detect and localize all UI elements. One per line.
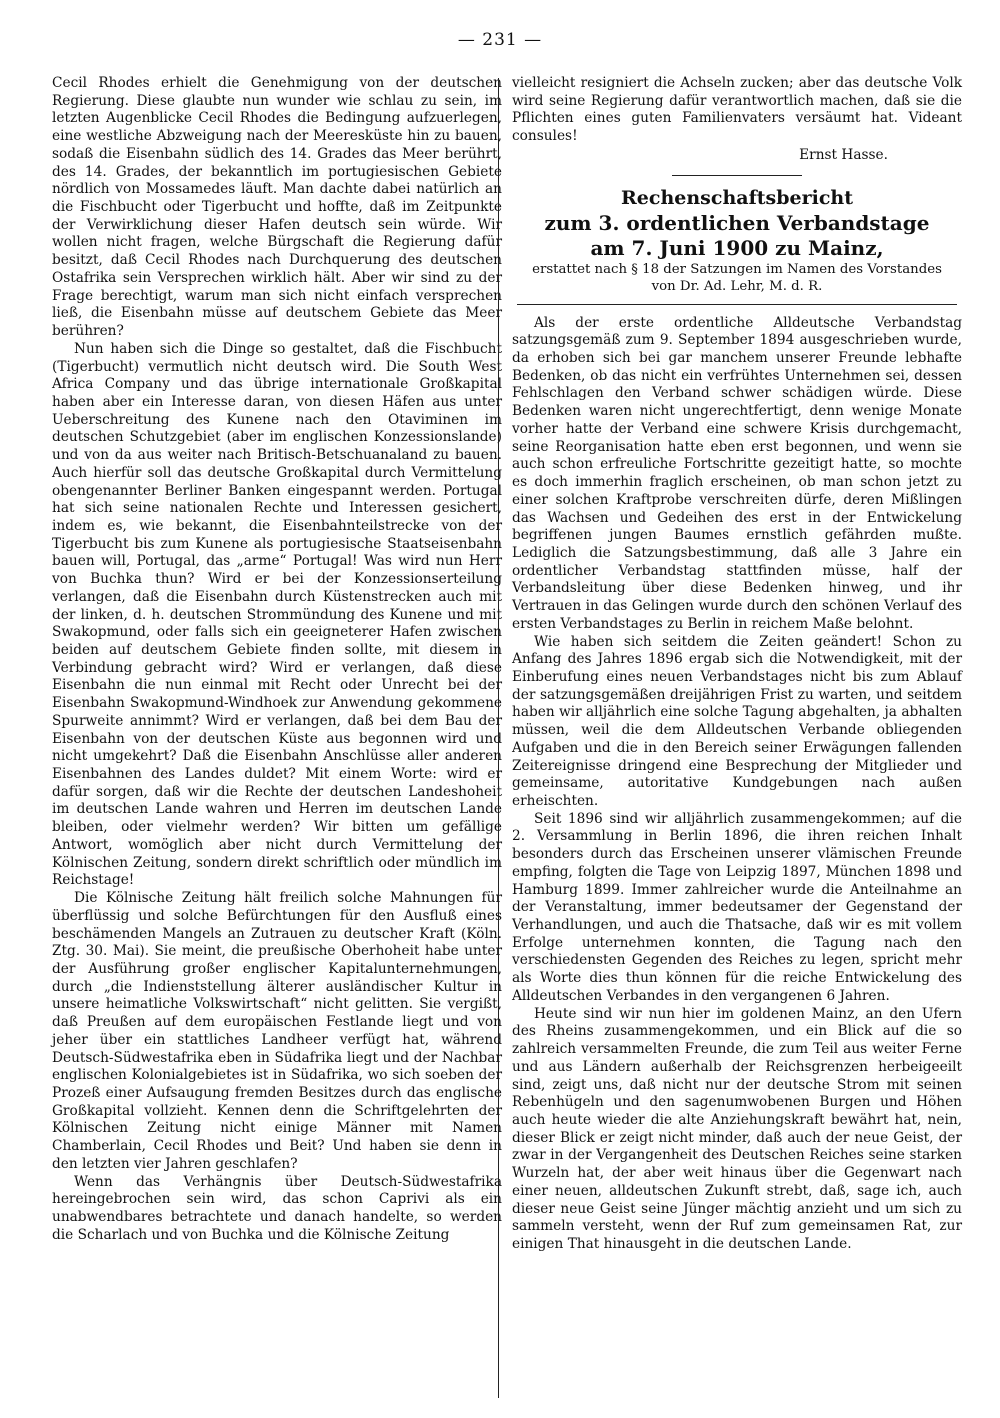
article-signature: Ernst Hasse. <box>799 146 888 163</box>
left-paragraph-1: Cecil Rhodes erhielt die Genehmigung von der deutschen Regierung. Diese glaubte nun wunder wie schlau zu sein, im letzten Augenblicke Cecil Rhodes die Bedingung aufzuerlegen, eine westliche Abzweigung nach der Meeresküste hin zu bauen, sodaß die Eisenbahn südlich des 14. Grades das Meer berührt, des 14. Grades, der bekanntlich im portugiesischen Gebiete nördlich von Mossamedes läuft. Man dachte dabei natürlich an die Fischbucht oder Tigerbucht und hoffte, daß im Zeitpunkte der Verwirklichung dieser Hafen deutsch sein würde. Wir wollen nicht fragen, welche Bürgschaft die Regierung dafür besitzt, daß Cecil Rhodes nach Durchquerung des deutschen Ostafrika sein Versprechen wirklich hält. Aber wir sind zu der Frage berechtigt, warum man sich nicht einfach versprechen ließ, die Eisenbahn müsse auf deutschem Gebiete das Meer berühren? <box>52 75 502 340</box>
left-paragraph-4: Wenn das Verhängnis über Deutsch-Südwestafrika hereingebrochen sein wird, das schon Caprivi als ein unabwendbares betrachtete und danach handelte, so werden die Scharlach und von Buchka und die Kölnische Zeitung <box>52 1173 502 1243</box>
section-separator <box>672 175 802 176</box>
report-paragraph-3: Seit 1896 sind wir alljährlich zusammengekommen; auf die 2. Versammlung in Berlin 1896, die ihren reichen Inhalt besonders durch das Erscheinen unserer vlämischen Freunde empfing, folgten die Tage von Leipzig 1897, München 1898 und Hamburg 1899. Immer zahlreicher wurde die Anteilnahme an der Veranstaltung, immer bedeutsamer der Gegenstand der Verhandlungen, und auch die Thatsache, daß wir es mit vollem Erfolge unternehmen konnten, die Tagung nach den verschiedensten Gegenden des Reiches zu legen, spricht mehr als Worte dies thun können für die reiche Entwickelung des Alldeutschen Verbandes in den vergangenen 6 Jahren. <box>512 810 962 1004</box>
report-header-rule <box>517 304 957 305</box>
left-paragraph-3: Die Kölnische Zeitung hält freilich solche Mahnungen für überflüssig und solche Befürchtungen für den Ausfluß eines beschämenden Mangels an Zutrauen zu deutscher Kraft (Köln. Ztg. 30. Mai). Sie meint, die preußische Oberhoheit habe unter der Ausführung großer englischer Kapitalunternehmungen, durch „die Indienststellung älterer ausländischer Kultur in unsere heimatliche Volkswirtschaft“ nicht gelitten. Sie vergißt, daß Preußen auf dem europäischen Festlande liegt und von jeher über ein stattliches Landheer verfügt hat, während Deutsch-Südwestafrika eben in Südafrika liegt und der Nachbar englischen Kolonialgebietes ist in Südafrika, wo sich soeben der Prozeß einer Aufsaugung fremden Besitzes durch das englische Großkapital vollzieht. Kennen denn die Schriftgelehrten der Kölnischen Zeitung nicht einige Männer mit Namen Chamberlain, Cecil Rhodes und Beit? Und haben sie denn in den letzten vier Jahren geschlafen? <box>52 890 502 1172</box>
right-column <box>512 75 962 1254</box>
report-paragraph-1: Als der erste ordentliche Alldeutsche Verbandstag satzungsgemäß zum 9. September 1894 ausgeschrieben wurde, da erhoben sich bei gar manchem unserer Freunde lebhafte Bedenken, ob das nicht ein verfrühtes Unternehmen sei, dessen Fehlschlagen den Verband schwer schädigen würde. Diese Bedenken waren nicht ungerechtfertigt, denn wenige Monate vorher hatte der Verband eine schwere Krisis durchgemacht, seine Reorganisation hatte eben erst begonnen, und wenn sie auch schon erfreuliche Fortschritte gezeitigt hatte, so mochte es doch immerhin fraglich erscheinen, ob man schon jetzt zu einer solchen Kraftprobe verschreiten dürfe, deren Mißlingen das Wachsen und Gedeihen des erst in der Entwickelung begriffenen jungen Baumes ernstlich gefährden mußte. Lediglich die Satzungsbestimmung, daß alle 3 Jahre ein ordentlicher Verbandstag stattfinden müsse, half der Verbandsleitung über diese Bedenken hinweg, und ihr Vertrauen in das Gelingen wurde durch den schönen Verlauf des ersten Verbandstages zu Berlin in reichem Maße belohnt. <box>512 314 962 632</box>
report-paragraph-2: Wie haben sich seitdem die Zeiten geändert! Schon zu Anfang des Jahres 1896 ergab sich die Notwendigkeit, mit der Einberufung eines neuen Verbandstages nicht bis zum Ablauf der satzungsgemäßen dreijährigen Frist zu warten, und seitdem haben wir alljährlich eine solche Tagung abgehalten, ja abhalten müssen, weil die dem Alldeutschen Verbande obliegenden Aufgaben und die in den Bereich seiner Erwägungen fallenden Zeitereignisse dringend eine Besprechung der Mitglieder und gemeinsame, autoritative Kundgebungen nach außen erheischten. <box>512 633 963 809</box>
report-title-line-3: am 7. Juni 1900 zu Mainz, <box>590 235 884 260</box>
right-continuation: vielleicht resigniert die Achseln zucken; aber das deutsche Volk wird seine Regierung dafür verantwortlich machen, daß sie die Pflichten eines guten Familienvaters versäumt hat. Videant consules! <box>512 75 962 145</box>
page-number: — 231 — <box>457 30 543 50</box>
column-divider <box>498 78 499 1398</box>
report-paragraph-4: Heute sind wir nun hier im goldenen Mainz, an den Ufern des Rheins zusammengekommen, und ein Blick auf die so zahlreich versammelten Freunde, die zum Teil aus weiter Ferne und aus Ländern außerhalb der Reichsgrenzen herbeigeeilt sind, zeigt uns, daß nicht nur der deutsche Strom mit seinen Rebenhügeln und den sagenumwobenen Burgen und Höhen auch heute wieder die alte Anziehungskraft bewährt hat, nein, dieser Blick er zeigt nicht minder, daß auch der neue Geist, der zwar in der Vergangenheit des Deutschen Reiches seine starken Wurzeln hat, der aber weit hinaus über die Gegenwart nach einer neuen, alldeutschen Zukunft strebt, daß, sage ich, auch dieser neue Geist seine Jünger mächtig anzieht und um sich zu sammeln versteht, wenn der Ruf zum gemeinsamen Rat, zur einigen That hinausgeht in die deutschen Lande. <box>512 1005 962 1252</box>
report-subtitle-line-1: erstattet nach § 18 der Satzungen im Namen des Vorstandes <box>532 261 942 277</box>
left-paragraph-2: Nun haben sich die Dinge so gestaltet, daß die Fischbucht (Tigerbucht) vermutlich nicht deutsch wird. Die South West Africa Company und das übrige internationale Großkapital haben aber ein Interesse daran, von diesen Häfen aus unter Ueberschreitung des Kunene nach den Otaviminen im deutschen Schutzgebiet (aber im englischen Konzessionslande) und von da aus weiter nach Britisch-Betschuanaland zu bauen. Auch hierfür soll das deutsche Großkapital durch Vermittelung obengenannter Berliner Banken eingespannt werden. Portugal hat sich seine nationalen Rechte und Interessen gesichert, indem es, wie bekannt, die Eisenbahnteilstrecke von der Tigerbucht bis zum Kunene als portugiesische Staatseisenbahn bauen will, Portugal, das „arme“ Portugal! Was wird nun Herr von Buchka thun? Wird er bei der Konzessionserteilung verlangen, daß die Eisenbahn durch Küstenstrecken auch mit der linken, d. h. deutschen Strommündung des Kunene und mit Swakopmund, oder falls sich ein geeigneterer Hafen zwischen beiden auf deutschem Gebiete finden sollte, mit diesem in Verbindung gebracht wird? Wird er verlangen, daß diese Eisenbahn die nun einmal mit Recht oder Unrecht bei der Eisenbahn Swakopmund-Windhoek zur Anwendung gekommene Spurweite annimmt? Wird er verlangen, daß bei dem Bau der Eisenbahn von der deutschen Küste aus begonnen wird und nicht umgekehrt? Daß die Eisenbahn Anschlüsse aller anderen Eisenbahnen des Landes duldet? Mit einem Worte: wird er dafür sorgen, daß wir die Rechte der deutschen Landeshoheit im deutschen Lande wahren und Herren im deutschen Lande bleiben, oder vielmehr werden? Wir bitten um gefällige Antwort, womöglich aber nicht durch Vermittelung der Kölnischen Zeitung, sondern direkt schriftlich oder mündlich im Reichstage! <box>52 340 502 889</box>
report-title-line-1: Rechenschaftsbericht <box>621 186 853 209</box>
left-column <box>52 75 502 1244</box>
report-subtitle-line-2: von Dr. Ad. Lehr, M. d. R. <box>651 278 823 294</box>
report-title-line-2: zum 3. ordentlichen Verbandstage <box>544 210 930 235</box>
